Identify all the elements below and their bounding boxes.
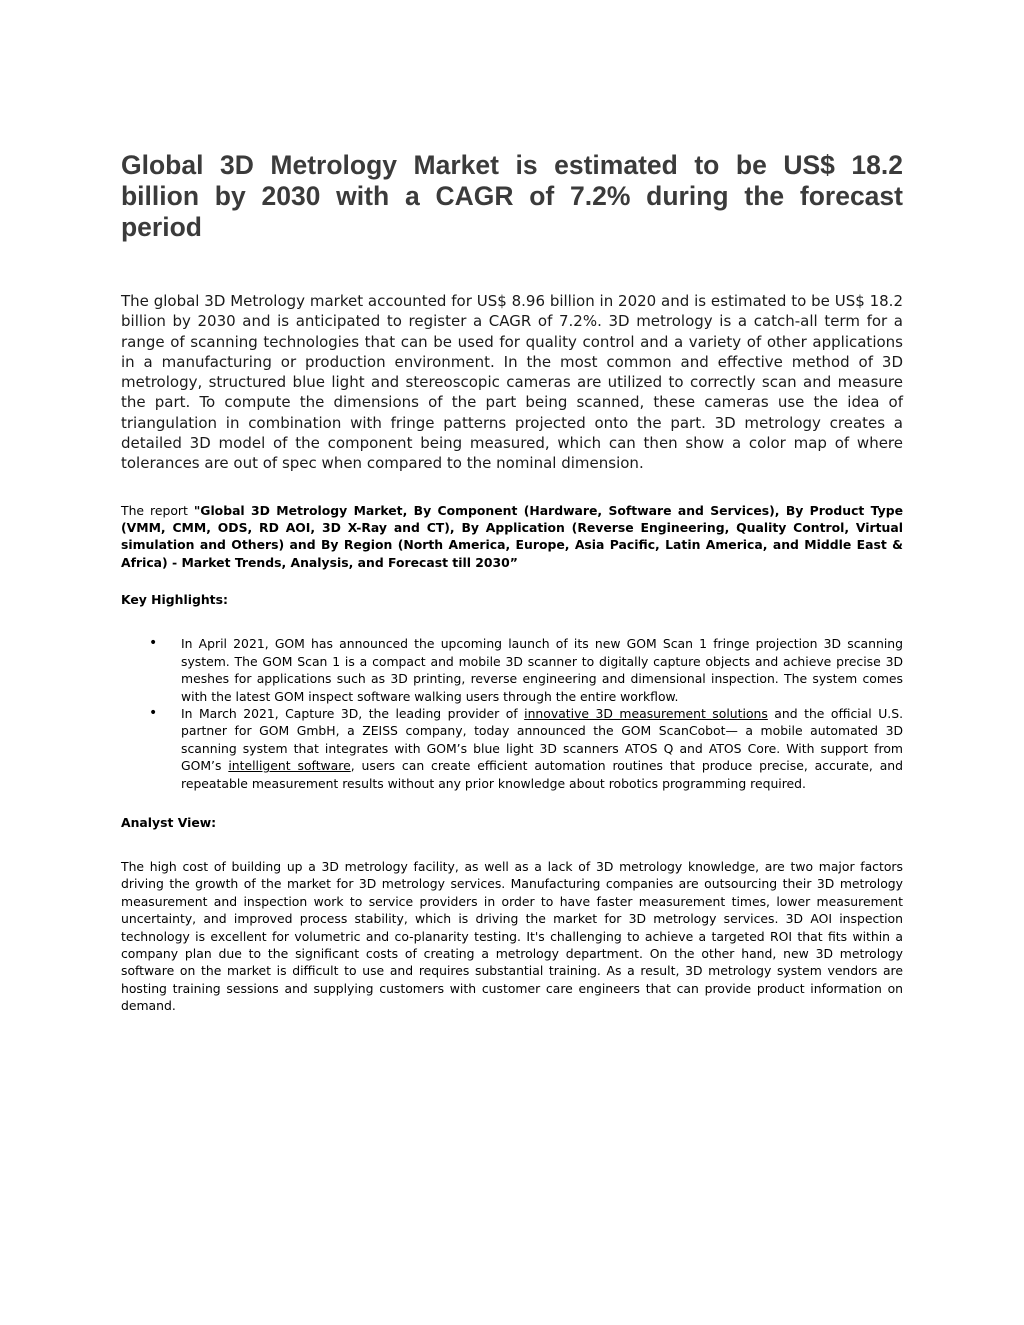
list-item <box>121 635 903 705</box>
analyst-view-heading: Analyst View: <box>121 814 217 830</box>
report-title: "Global 3D Metrology Market, By Component (Hardware, Software and Services), By Product Type (VMM, CMM, ODS, RD AOI, 3D X-Ray and CT), By Application (Reverse Engineering, Quality Control, Virtual simulation and Others) and By Region (North America, Europe, Asia Pacific, Latin America, and Middle East & Africa) - Market Trends, Analysis, and Forecast till 2030” <box>121 502 904 570</box>
intelligent-software-link[interactable]: intelligent software <box>228 758 351 774</box>
highlight-text-part: , users can create efficient automation routines that produce precise, accurate, and repeatable measurement results without any prior knowledge about robotics programming required. <box>181 758 904 791</box>
highlight-text-part: In March 2021, Capture 3D, the leading provider of <box>181 705 525 721</box>
list-item <box>121 705 903 792</box>
bullet-icon: • <box>149 704 158 721</box>
report-lead: The report <box>121 502 194 518</box>
key-highlights-heading: Key Highlights: <box>121 592 228 608</box>
intro-paragraph: The global 3D Metrology market accounted for US$ 8.96 billion in 2020 and is estimated to be US$ 18.2 billion by 2030 and is anticipated to register a CAGR of 7.2%. 3D metrology is a catch-all term for a range of scanning technologies that can be used for quality control and a variety of other applications in a manufacturing or production environment. In the most common and effective method of 3D metrology, structured blue light and stereoscopic cameras are utilized to correctly scan and measure the part. To compute the dimensions of the part being scanned, these cameras use the idea of triangulation in combination with fringe patterns projected onto the part. 3D metrology creates a detailed 3D model of the component being measured, which can then show a color map of where tolerances are out of spec when compared to the nominal dimension. <box>121 292 903 473</box>
document-title: Global 3D Metrology Market is estimated to be US$ 18.2 billion by 2030 with a CAGR of 7.2% during the forecast period <box>121 150 903 242</box>
highlight-text: In April 2021, GOM has announced the upcoming launch of its new GOM Scan 1 fringe projection 3D scanning system. The GOM Scan 1 is a compact and mobile 3D scanner to digitally capture objects and achieve precise 3D meshes for applications such as 3D printing, reverse engineering and dimensional inspection. The system comes with the latest GOM inspect software walking users through the entire workflow. <box>181 636 903 704</box>
document-page <box>121 150 903 1015</box>
measurement-solutions-link[interactable]: innovative 3D measurement solutions <box>524 705 768 721</box>
key-highlights-list <box>121 635 903 792</box>
bullet-icon: • <box>149 635 158 652</box>
report-paragraph <box>121 502 903 572</box>
highlight-text-part: and the official U.S. partner for GOM GmbH, a ZEISS company, today announced the GOM ScanCobot— a mobile automated 3D scanning system that integrates with GOM’s blue light 3D scanners ATOS Q and ATOS Core. With support from GOM’s <box>181 705 904 774</box>
analyst-view-paragraph: The high cost of building up a 3D metrology facility, as well as a lack of 3D metrology knowledge, are two major factors driving the growth of the market for 3D metrology services. Manufacturing companies are outsourcing their 3D metrology measurement and inspection work to service providers in order to have faster measurement times, lower measurement uncertainty, and improved process stability, which is driving the market for 3D metrology services. 3D AOI inspection technology is excellent for volumetric and co-planarity testing. It's challenging to achieve a targeted ROI that fits within a company plan due to the significant costs of creating a metrology department. On the other hand, new 3D metrology software on the market is difficult to use and requires substantial training. As a result, 3D metrology system vendors are hosting training sessions and supplying customers with customer care engineers that can provide product information on demand. <box>121 858 903 1014</box>
